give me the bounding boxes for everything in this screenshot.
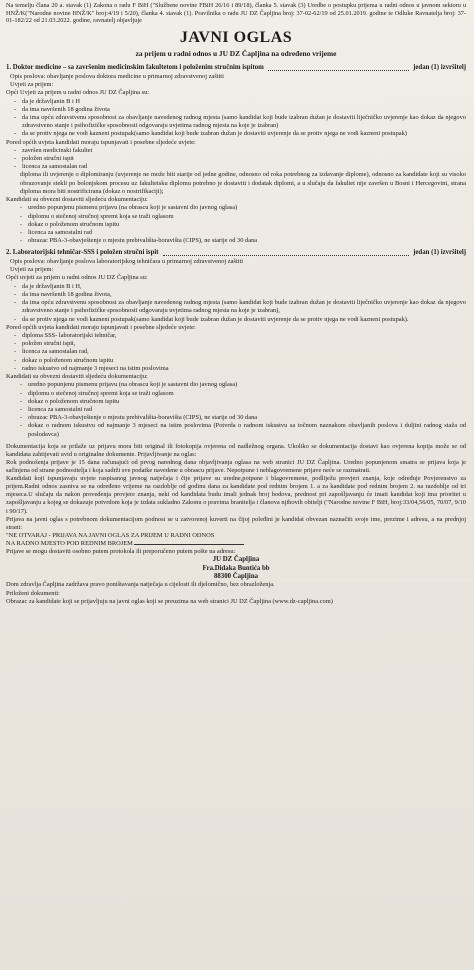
position-1-count: jedan (1) izvršitelj <box>413 64 466 72</box>
position-2-special-item: - položen stručni ispit, <box>6 340 466 348</box>
position-2-count: jedan (1) izvršitelj <box>413 249 466 257</box>
envelope-notice <box>6 532 466 556</box>
notice-subtitle: za prijem u radni odnos u JU DZ Čapljina na određeno vrijeme <box>135 49 337 59</box>
position-1-heading <box>6 64 466 73</box>
position-2-description: Opis poslova: obavljanje poslova laboratorijskog tehničara u primarnoj zdravstvenoj zaštiti <box>10 257 244 265</box>
position-2-doc-item: - diplomu o stečenoj stručnoj spremi koja se traži oglasom <box>6 390 466 398</box>
position-1-special-item: - licenca za samostalan rad <box>6 163 466 171</box>
closing-paragraph: Dokumentacija koja se prilaže uz prijavu mora biti original ili fotokopija ovjerena od nadležnog organa. Ukoliko se dokumentacija dostavi kao ovjerena kopija može se od kandidata zahtijevati uvid u originalne dokumente. Prijavljivanje na oglas: <box>6 442 466 458</box>
position-1-uvjeti-label: Uvjeti za prijem: <box>10 80 54 88</box>
position-1-doc-item: - obrazac PBA-3-obavještenje o mjestu prebivališta-boravišta (CIPS), ne starije od 30 dana <box>6 237 466 245</box>
delivery-instructions: Prijave se mogu dostaviti osobno putem protokola ili preporučeno putem pošte na adresu: <box>6 548 236 555</box>
position-1-special-item: - položen stručni ispit <box>6 155 466 163</box>
footer-line: Priloženi dokumenti: <box>6 589 60 597</box>
legal-basis-intro: Na temelju člana 20 a. stavak (1) Zakona o radu F BiH ("Službene novine FBiH 26/16 i 89/18), članka 5. stavak (3) Uredbe o postupku prijema u radni odnos u javnom sektoru u HNŽ/K("Narodne novine HNŽ/K" broj:4/19 i 5/20), članka 4. stavak (1). Pravilnika o radu JU DZ Čapljina broj: 37-02-62/19 od 25.01.2019. godine te Odluke Ravnatelja broj: 37-01-182/22 od 21.03.2022. godine, ravnatelj objavljuje <box>6 2 466 25</box>
position-1-doc-item: - diplomu o stečenoj stručnoj spremi koja se traži oglasom <box>6 213 466 221</box>
closing-paragraph: Rok podnošenja prijave je 15 dana računajući od prvog narednog dana objavljivanja oglasa na web stranici JU DZ Čapljina. Uredno popunjenom smatra se prijava koja je sačinjena od strane podnositelja i koja sadrži sve podatke navedene u obrascu prijave. Nepotpune i neblagovremene prijave neće se razmatrati. <box>6 458 466 475</box>
address-line: Fra.Didaka Buntića bb <box>202 564 270 572</box>
address-line: 88300 Čapljina <box>214 572 258 580</box>
dotted-leader <box>163 249 410 256</box>
position-2-doc-item: - dokaz o položenom stručnom ispitu <box>6 398 466 406</box>
envelope-notice-text: NA RADNO MJESTO POD REDNIM BROJEM <box>6 539 133 547</box>
position-2-general-item: - da ima opću zdravstvenu sposobnost za obavljanje navedenog radnog mjesta (samo kandidat koji bude izabran dužan je dostaviti liječničko uvjerenje kao dokaz da njegovo zdravstveno stanje i psihofizičke sposobnosti odgovaraju uvjetima radnog mjesta na koje je izabran), <box>6 299 466 315</box>
position-1-special-label: Pored općih uvjeta kandidati moraju ispunjavati i posebne sljedeće uvjete: <box>6 138 196 146</box>
position-2-doc-item: - dokaz o radnom iskustvu od najmanje 3 mjeseci na istim poslovima (Potvrda o radnom iskustvu sa točnom naznakom obavljanih poslova i duljini radnog staža od poslodavca) <box>6 422 466 438</box>
position-2-general-label: Opći uvjeti za prijem u radni odnos JU DZ Čapljina su: <box>6 274 148 282</box>
position-2-special-item: - diploma SSS- laboratorijski tehničar, <box>6 332 466 340</box>
position-1-diploma-note: diploma ili uvjerenje o diplomiranju (uvjerenje ne može biti starije od jedne godine, odnosno od roka potrebnog za izdavanje diplome), odnosno za kandidate koji su visoko obrazovanje stekli po bolonjskom procesu uz fakultetsku diplomu potrebno je dostaviti i dodatak diplomi, a u slučaju da fakultet nije završen u Bosni i Hercegovini, strana diploma mora biti nostrificirana (dokaz o nostrifikaciji); <box>20 171 466 195</box>
position-2-special-item: - dokaz o položenom stručnom ispitu <box>6 357 466 365</box>
position-2-special-item: - licenca za samostalan rad, <box>6 348 466 356</box>
position-1-general-item: - da se protiv njega ne vodi kazneni postupak(samo kandidat koji bude izabran dužan je dostaviti uvjerenje da se protiv njega ne vodi kazneni postupak) <box>6 130 466 138</box>
position-1-docs-label: Kandidati su obvezni dostaviti sljedeću dokumentaciju: <box>6 196 148 204</box>
position-2-doc-item: - obrazac PBA-3-obavještenje o mjestu prebivališta-boravišta (CIPS), ne starije od 30 dana <box>6 414 466 422</box>
position-1-general-item: - da ima navršenih 18 godina života <box>6 106 466 114</box>
notice-title: JAVNI OGLAS <box>179 29 293 47</box>
dotted-leader <box>268 64 409 71</box>
address-line: JU DZ Čapljina <box>212 556 260 564</box>
position-1-general-item: - da je državljanin B i H <box>6 98 466 106</box>
footer-line: Dom zdravlja Čapljina zadržava pravo poništavanja natječaja u cijelosti ili djelomično, bez obrazloženja. <box>6 581 275 589</box>
position-1-doc-item: - uredno popunjenu pismenu prijavu (na obrascu koji je sastavni dio javnog oglasa) <box>6 204 466 212</box>
blank-underline <box>134 544 244 545</box>
position-1-description: Opis poslova: obavljanje poslova doktora medicine u primarnoj zdravstvenoj zaštiti <box>10 72 224 80</box>
closing-paragraph: Prijava na javni oglas s potrebnom dokumentacijom podnosi se u zatvorenoj kuverti na čijoj poleđini je kandidat obvezan naznačiti svoje ime, prezime i adresu, a na prednjoj strani: <box>6 515 466 531</box>
position-1-doc-item: - licenca za samostalni rad <box>6 229 466 237</box>
position-2-special-item: - radno iskustvo od najmanje 3 mjeseci na istim poslovima <box>6 365 466 373</box>
position-2-heading <box>6 249 466 258</box>
footer-line: Obrazac za kandidate koji se prijavljuju na javni oglas koji se preuzima na web stranici JU DZ Čapljina (www.dz-capljina.com) <box>6 597 333 605</box>
position-2-doc-item: - uredno popunjenu pismenu prijavu (na obrascu koji je sastavni dio javnog oglasa) <box>6 381 466 389</box>
position-1-title: 1. Doktor medicine – sa završenim medicinskim fakultetom i položenim stručnim ispitom <box>6 64 264 72</box>
position-2-general-item: - da ima navršenih 18 godina života, <box>6 291 466 299</box>
position-2-docs-label: Kandidati su obvezni dostaviti sljedeću dokumentaciju: <box>6 373 148 381</box>
position-1-doc-item: - dokaz o položenom stručnom ispitu <box>6 221 466 229</box>
position-2-general-item: - da se protiv njega ne vodi kazneni postupak(samo kandidat koji bude izabran dužan je dostaviti uvjerenje da se protiv njega ne vodi kazneni postupak). <box>6 316 466 324</box>
position-2-doc-item: - licenca za samostalni rad <box>6 406 466 414</box>
position-1-general-label: Opći Uvjeti za prijem u radni odnos JU DZ Čapljina su: <box>6 89 150 97</box>
position-1-general-item: - da ima opću zdravstvenu sposobnost za obavljanje navedenog radnog mjesta (samo kandidat koji bude izabran dužan je dostaviti liječničko uvjerenje kao dokaz da njegovo zdravstveno stanje i psihofizičke sposobnosti odgovaraju uvjetima radnog mjesta na koje je izabran) <box>6 114 466 130</box>
position-1-special-item: - završen medicinski fakultet <box>6 147 466 155</box>
position-2-special-label: Pored općih uvjeta kandidati moraju ispunjavati i posebne sljedeće uvjete: <box>6 323 196 331</box>
position-2-title: 2. Laboratorijski tehničar-SSS i položen stručni ispit <box>6 249 159 257</box>
closing-paragraph: Kandidati koji ispunjavaju uvjete raspisanog javnog natječaja i čije prijave su uredne,potpune i blagovremene, podliježu provjeri znanja, koje određuje Povjerenstvo za prijem.Radni odnos zasniva se na određeno vrijeme na razdoblje od godinu dana za kandidate pod rednim brojem 1. a za kandidate pod rednim brojem 2. na razdoblje od tri mjeseca.U slučaju da nakon provedenja provjere znanja, neki od kandidata budu imali jednak broj bodova, prednost pri zapošljavanju će imati kandidat koji ima prioritet u zapošljavanju a kojeg se dokazuje potvrdom koja je izdata sukladno Zakonu o pravima branitelja i članova njihovih obitelji ("Narodne novine F BiH, broj:33/04,56/05, 70/07, 9/10 i 90/17). <box>6 475 466 515</box>
envelope-notice-line: "NE OTVARAJ - PRIJAVA NA JAVNI OGLAS ZA PRIJEM U RADNI ODNOS <box>6 531 215 539</box>
position-2-general-item: - da je državljanin B i H, <box>6 283 466 291</box>
envelope-notice-line-2 <box>6 540 466 548</box>
position-2-uvjeti-label: Uvjeti za prijem: <box>10 266 54 274</box>
